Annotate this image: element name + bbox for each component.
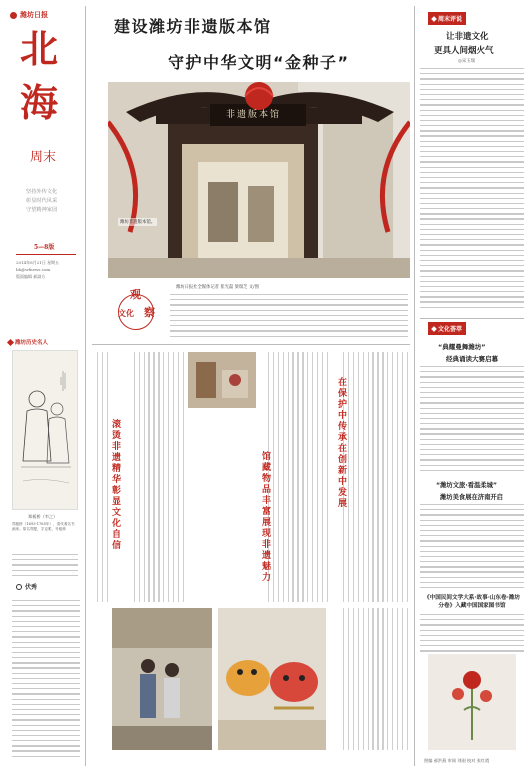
essay-author: ◎宋玉瑞	[458, 59, 476, 64]
edition-label: 5—8版	[34, 244, 55, 251]
tiger-craft-photo-render	[218, 608, 326, 750]
badge-mid: 文化	[118, 308, 134, 318]
badge-right: 察	[144, 306, 155, 319]
news3-body	[420, 614, 524, 654]
portrait-caption-sub: 郑板桥（1693-1765年），清代著名书画家。原名郑燮，字克柔，号板桥	[12, 522, 75, 532]
flower-craft-photo	[428, 654, 516, 750]
subhead-b: 馆藏物品丰富 展现非遗魅力	[262, 452, 272, 583]
section-header	[16, 582, 37, 591]
news1-body	[420, 366, 524, 476]
news1-title: “典耀曼舞潍坊”	[438, 343, 486, 351]
culture-digest-label: 文化荟萃	[438, 326, 463, 333]
flower-craft-photo-render	[428, 654, 516, 750]
essay-title-1: 让非遗文化	[446, 32, 489, 42]
slogan: 彰显时代风采	[26, 198, 58, 204]
news1-subtitle: 经典诵读大赛启幕	[446, 355, 498, 363]
page-editor: 版面编辑 郝淑方	[16, 274, 46, 279]
museum-photo	[108, 82, 410, 278]
column-badge	[108, 284, 162, 338]
paper-name: 潍坊日报	[20, 11, 48, 19]
history-figure-box	[8, 336, 82, 596]
news3-title: 《中国民间文学大系·故事·山东卷·潍坊分卷》入藏中国国家图书馆	[424, 595, 520, 609]
museum-plaque: 非遗版本馆	[226, 110, 282, 120]
article-column-a2-text	[92, 352, 108, 602]
intro-paragraph	[170, 294, 408, 342]
visitors-photo-render	[112, 608, 212, 750]
masthead-title-2: 海	[20, 80, 59, 125]
news2-subtitle: 潍坊美食展在济南开启	[440, 494, 503, 501]
paper-logo	[10, 10, 82, 20]
gear-icon	[16, 584, 22, 590]
news2-title: “潍坊文旅·看温柔城”	[436, 482, 498, 489]
left-bottom-text	[12, 600, 80, 760]
portrait-drawing	[13, 351, 78, 510]
craft-photo-1-render	[188, 352, 256, 408]
visitors-photo	[112, 608, 212, 750]
section-header-label: 伏秀	[25, 584, 38, 591]
masthead	[6, 6, 82, 336]
contact-email: bh@wfnews.com	[16, 267, 51, 272]
comment-tag-icon	[431, 16, 437, 22]
essay-body	[420, 68, 524, 314]
paper-logo-icon	[10, 12, 17, 19]
essay-title-2: 更具人间烟火气	[434, 46, 494, 56]
masthead-title-1: 北	[20, 26, 59, 71]
main-headline	[92, 8, 410, 84]
history-tag-label: 潍坊历史名人	[15, 340, 49, 346]
headline-line-2: 守护中华文明“金种子”	[168, 53, 350, 72]
slogan: 守望精神家园	[26, 207, 58, 213]
digest-tag-icon	[431, 326, 437, 332]
masthead-slogans	[26, 188, 57, 215]
news2-body	[420, 504, 524, 590]
craft-photo-1	[188, 352, 256, 408]
portrait-caption: 郑板桥（韦之）	[28, 514, 58, 519]
page-footer: 照编 郝洪燕 审阅 刘刚 校对 张红霞	[424, 758, 490, 763]
portrait-illustration	[12, 350, 78, 510]
culture-digest-tag	[428, 322, 466, 335]
museum-photo-caption: 潍坊非遗版本馆。	[120, 220, 156, 225]
history-tag	[8, 338, 82, 346]
article-column-a-text	[128, 352, 184, 602]
slogan: 坚持外传文化	[26, 189, 58, 195]
tag-marker-icon	[7, 338, 14, 345]
weekend-comment-label: 周末评说	[438, 16, 463, 23]
badge-top: 观	[130, 288, 141, 301]
tiger-craft-photo	[218, 608, 326, 750]
subhead-a: 滚烫非遗精华 彰显文化自信	[112, 420, 122, 551]
intro-byline: 潍坊日报社全媒体记者 崔光磊 梁瑞芝 文/图	[176, 285, 259, 290]
masthead-subtitle: 周末	[30, 150, 57, 165]
weekend-comment-tag	[428, 12, 466, 25]
issue-date: 2014年8月21日 星期五	[16, 260, 60, 265]
subhead-c: 在保护中传承 在创新中发展	[338, 378, 348, 509]
article-column-d-text	[330, 608, 408, 750]
headline-line-1: 建设潍坊非遗版本馆	[114, 17, 272, 36]
